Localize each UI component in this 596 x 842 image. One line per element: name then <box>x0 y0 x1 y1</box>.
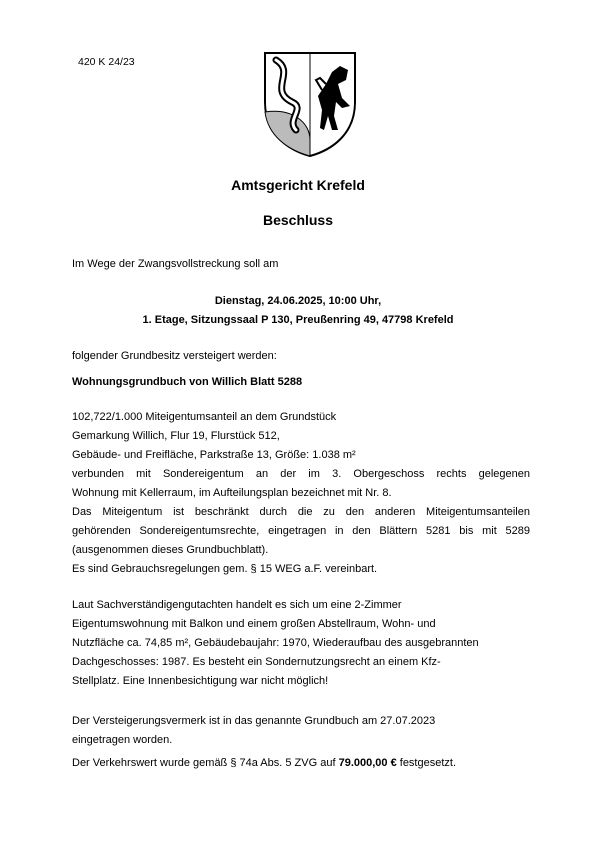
property-line: gehörenden Sondereigentumsrechte, eingetragen in den Blättern 5281 bis mit 5289 <box>72 525 530 537</box>
property-line: Es sind Gebrauchsregelungen gem. § 15 WEG a.F. vereinbart. <box>72 563 378 575</box>
document-title: Beschluss <box>262 212 334 228</box>
property-line: Gebäude- und Freifläche, Parkstraße 13, Größe: 1.038 m² <box>72 449 356 461</box>
property-description <box>72 408 530 579</box>
market-value <box>72 757 530 769</box>
property-intro: folgender Grundbesitz versteigert werden: <box>72 350 277 362</box>
property-line: Gemarkung Willich, Flur 19, Flurstück 512, <box>72 430 280 442</box>
register-title: Wohnungsgrundbuch von Willich Blatt 5288 <box>72 376 303 388</box>
appraisal-description <box>72 596 530 691</box>
registration-line: Der Versteigerungsvermerk ist in das genannte Grundbuch am 27.07.2023 <box>72 715 436 727</box>
registration-note <box>72 712 530 750</box>
coat-of-arms-icon <box>262 50 358 158</box>
property-line: Das Miteigentum ist beschränkt durch die zu den anderen Miteigentumsanteilen <box>72 506 530 518</box>
auction-location: 1. Etage, Sitzungssaal P 130, Preußenring 49, 47798 Krefeld <box>142 314 454 326</box>
property-line: Wohnung mit Kellerraum, im Aufteilungsplan bezeichnet mit Nr. 8. <box>72 487 392 499</box>
market-value-amount: 79.000,00 € <box>338 757 397 769</box>
case-number: 420 K 24/23 <box>78 56 135 68</box>
court-name: Amtsgericht Krefeld <box>231 177 365 193</box>
property-line: (ausgenommen dieses Grundbuchblatt). <box>72 544 269 556</box>
market-value-prefix: Der Verkehrswert wurde gemäß § 74a Abs. 5 ZVG auf <box>72 757 339 769</box>
appraisal-line: Stellplatz. Eine Innenbesichtigung war nicht möglich! <box>72 675 329 687</box>
appraisal-line: Laut Sachverständigengutachten handelt es sich um eine 2-Zimmer <box>72 599 402 611</box>
property-line: verbunden mit Sondereigentum an der im 3. Obergeschoss rechts gelegenen <box>72 468 530 480</box>
appraisal-line: Dachgeschosses: 1987. Es besteht ein Sondernutzungsrecht an einem Kfz- <box>72 656 441 668</box>
appraisal-line: Nutzfläche ca. 74,85 m², Gebäudebaujahr: 1970, Wiederaufbau des ausgebrannten <box>72 637 479 649</box>
appraisal-line: Eigentumswohnung mit Balkon und einem großen Abstellraum, Wohn- und <box>72 618 436 630</box>
auction-date: Dienstag, 24.06.2025, 10:00 Uhr, <box>214 295 382 307</box>
market-value-suffix: festgesetzt. <box>396 757 457 769</box>
intro-text: Im Wege der Zwangsvollstreckung soll am <box>72 258 279 270</box>
registration-line: eingetragen worden. <box>72 734 173 746</box>
property-line: 102,722/1.000 Miteigentumsanteil an dem Grundstück <box>72 411 337 423</box>
